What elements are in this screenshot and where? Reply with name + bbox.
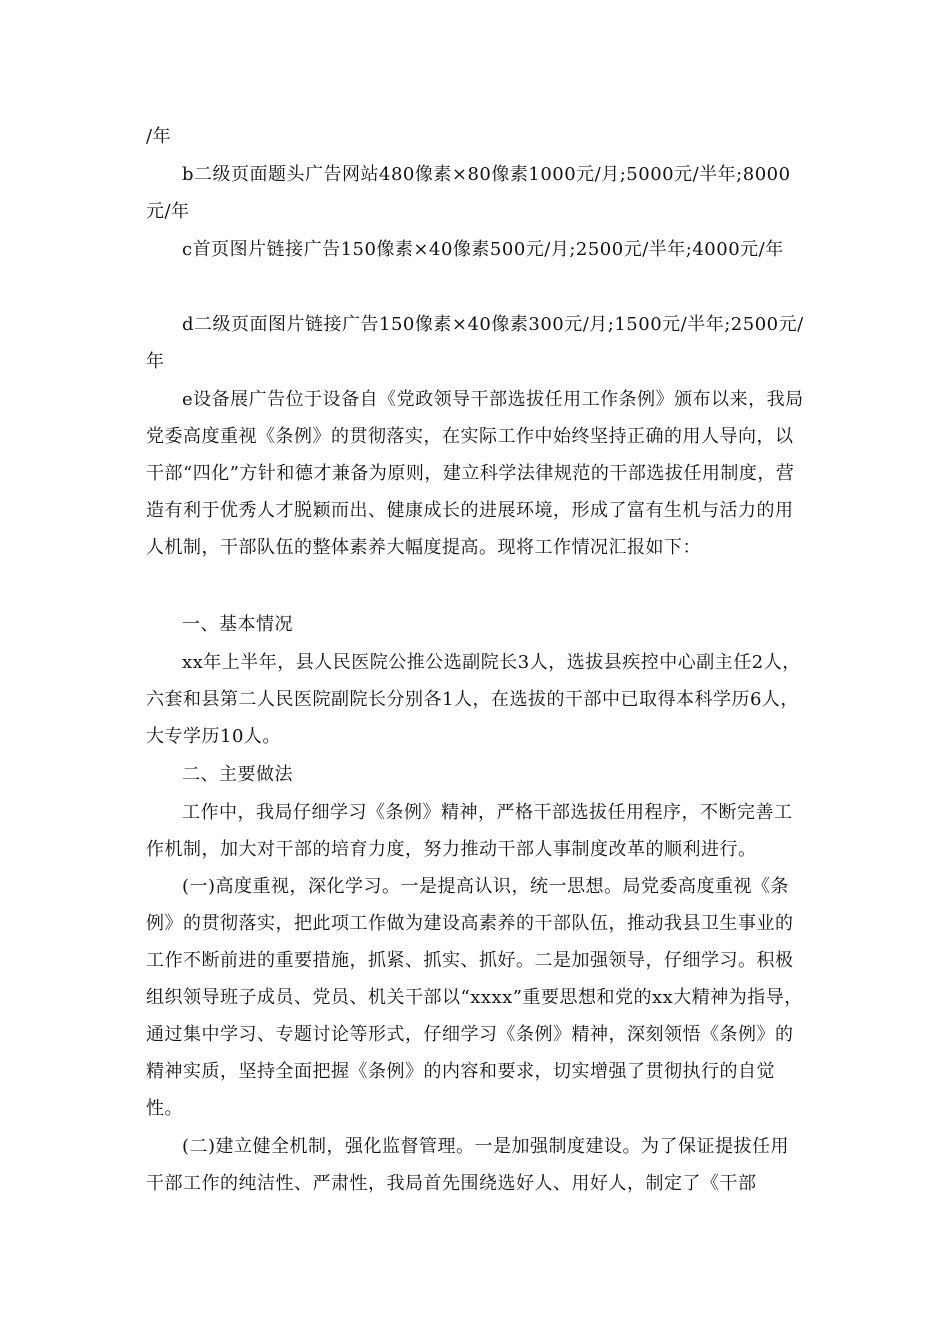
section-heading: 二、主要做法: [182, 764, 293, 785]
section-heading-practice: [146, 756, 806, 793]
paragraph-practice: [146, 794, 806, 868]
paragraph: (一)高度重视，深化学习。一是提高认识，统一思想。局党委高度重视《条例》的贯彻落实，把此项工作做为建设高素养的干部队伍，推动我县卫生事业的工作不断前进的重要措施，抓紧、抓实、抓好。二是加强领导，仔细学习。积极组织领导班子成员、党员、机关干部以“xxxx”重要思想和党的xx大精神为指导，通过集中学习、专题讨论等形式，仔细学习《条例》精神，深刻领悟《条例》的精神实质，坚持全面把握《条例》的内容和要求，切实增强了贯彻执行的自觉性。: [146, 876, 803, 1119]
paragraph: d二级页面图片链接广告150像素×40像素300元/月;1500元/半年;2500元/年: [146, 314, 804, 372]
paragraph: (二)建立健全机制，强化监督管理。一是加强制度建设。为了保证提拔任用干部工作的纯洁性、严肃性，我局首先围绕选好人、用好人，制定了《干部: [146, 1136, 790, 1194]
paragraph-item-2: [146, 1128, 806, 1202]
section-heading-basic: [146, 606, 806, 643]
paragraph: 工作中，我局仔细学习《条例》精神，严格干部选拔任用程序，不断完善工作机制，加大对干部的培育力度，努力推动干部人事制度改革的顺利进行。: [146, 802, 793, 860]
paragraph: e设备展广告位于设备自《党政领导干部选拔任用工作条例》颁布以来，我局党委高度重视《条例》的贯彻落实，在实际工作中始终坚持正确的用人导向，以干部“四化”方针和德才兼备为原则，建立科学法律规范的干部选拔任用制度，营造有利于优秀人才脱颖而出、健康成长的进展环境，形成了富有生机与活力的用人机制，干部队伍的整体素养大幅度提高。现将工作情况汇报如下：: [146, 389, 804, 558]
paragraph-ad-b: [146, 156, 806, 230]
paragraph-basic: [146, 644, 806, 755]
paragraph-intro: [146, 381, 806, 566]
paragraph-ad-d: [146, 306, 806, 380]
paragraph: b二级页面题头广告网站480像素×80像素1000元/月;5000元/半年;8000元/年: [146, 164, 791, 222]
section-heading: 一、基本情况: [182, 614, 293, 635]
paragraph: xx年上半年，县人民医院公推公选副院长3人，选拔县疾控中心副主任2人，六套和县第二人民医院副院长分别各1人，在选拔的干部中已取得本科学历6人，大专学历10人。: [146, 652, 801, 747]
paragraph: c首页图片链接广告150像素×40像素500元/月;2500元/半年;4000元/年: [182, 239, 784, 260]
paragraph: /年: [146, 126, 172, 147]
paragraph-item-1: [146, 868, 806, 1127]
paragraph-ad-c: [146, 231, 806, 268]
paragraph-continuation: [146, 118, 806, 155]
